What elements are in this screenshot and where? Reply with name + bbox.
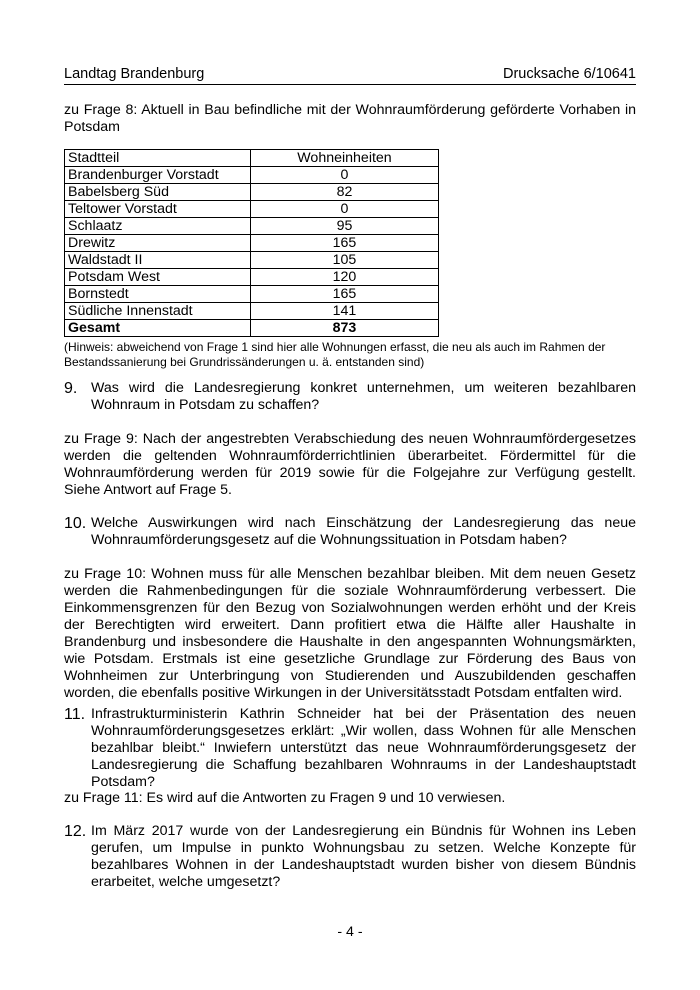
units-cell: 165 xyxy=(251,235,439,252)
district-cell: Bornstedt xyxy=(65,286,251,303)
units-cell: 82 xyxy=(251,184,439,201)
table-row xyxy=(65,184,439,201)
units-cell: 165 xyxy=(251,286,439,303)
table-row xyxy=(65,303,439,320)
page-number: - 4 - xyxy=(337,924,363,940)
table-row xyxy=(65,286,439,303)
answer-text: zu Frage 11: Es wird auf die Antworten zu Fragen 9 und 10 verwiesen. xyxy=(64,790,506,806)
question-number: 9. xyxy=(64,380,78,397)
question-text: Im März 2017 wurde von der Landesregierung ein Bündnis für Wohnen ins Leben gerufen, um Impulse in punkto Wohnungsbau zu setzen. Welche Konzepte für bezahlbares Wohnen in der Landeshauptstadt wurden bisher von diesem Bündnis erarbeitet, welche umgesetzt? xyxy=(91,823,636,890)
answer-9 xyxy=(64,431,636,499)
district-cell: Waldstadt II xyxy=(65,252,251,269)
answer-text: zu Frage 10: Wohnen muss für alle Menschen bezahlbar bleiben. Mit dem neuen Gesetz werden die Rahmenbedingungen für die soziale Wohnraumförderung verbessert. Die Einkommensgrenzen für den Bezug von Sozialwohnungen werden erhöht und der Kreis der Berechtigten wird erweitert. Dann profitiert etwa die Hälfte aller Haushalte in Brandenburg und insbesondere die Haushalte in den angespannten Wohnungsmärkten, wie Potsdam. Erstmals ist eine gesetzliche Grundlage zur Förderung des Baus von Wohnheimen zur Unterbringung von Studierenden und Auszubildenden geschaffen worden, die ebenfalls positive Wirkungen in der Universitätsstadt Potsdam entfalten wird. xyxy=(64,566,636,701)
units-cell: 0 xyxy=(251,201,439,218)
table-total-row xyxy=(65,320,439,337)
table-row xyxy=(65,201,439,218)
question-11 xyxy=(64,706,636,791)
intro-text-block xyxy=(64,102,636,136)
table-header-row xyxy=(65,150,439,167)
answer-8-intro: zu Frage 8: Aktuell in Bau befindliche mit der Wohnraumförderung geförderte Vorhaben in Potsdam xyxy=(64,102,636,135)
question-number: 11. xyxy=(64,706,86,723)
district-cell: Potsdam West xyxy=(65,269,251,286)
answer-11 xyxy=(64,790,636,807)
answer-text: zu Frage 9: Nach der angestrebten Verabschiedung des neuen Wohnraumfördergesetzes werden die geltenden Wohnraumförderrichtlinien überarbeitet. Fördermittel für die Wohnraumförderung werden für 2019 sowie für die Folgejahre zur Verfügung gestellt. Siehe Antwort auf Frage 5. xyxy=(64,431,636,498)
table-row xyxy=(65,252,439,269)
units-cell: 120 xyxy=(251,269,439,286)
total-value-cell: 873 xyxy=(251,320,439,337)
question-12 xyxy=(64,823,636,891)
question-number: 12. xyxy=(64,823,87,840)
district-cell: Drewitz xyxy=(65,235,251,252)
question-text: Infrastrukturministerin Kathrin Schneider hat bei der Präsentation des neuen Wohnraumförderungsgesetzes erklärt: „Wir wollen, dass Wohnen für alle Menschen bezahlbar bleibt.“ Inwiefern unterstützt das neue Wohnraumförderungsgesetz der Landesregierung die Schaffung bezahlbaren Wohnraums in der Landeshauptstadt Potsdam? xyxy=(91,706,636,790)
total-label-cell: Gesamt xyxy=(65,320,251,337)
column-header-district: Stadtteil xyxy=(65,150,251,167)
table-row xyxy=(65,167,439,184)
units-cell: 0 xyxy=(251,167,439,184)
header-parliament: Landtag Brandenburg xyxy=(64,66,205,82)
district-cell: Brandenburger Vorstadt xyxy=(65,167,251,184)
column-header-units: Wohneinheiten xyxy=(251,150,439,167)
table-row xyxy=(65,218,439,235)
question-10 xyxy=(64,515,636,549)
table-row xyxy=(65,269,439,286)
district-cell: Babelsberg Süd xyxy=(65,184,251,201)
table-row xyxy=(65,235,439,252)
district-cell: Schlaatz xyxy=(65,218,251,235)
question-number: 10. xyxy=(64,515,87,532)
question-9 xyxy=(64,380,636,414)
question-text: Welche Auswirkungen wird nach Einschätzung der Landesregierung das neue Wohnraumförderungsgesetz auf die Wohnungssituation in Potsdam haben? xyxy=(91,515,636,548)
header-document-number: Drucksache 6/10641 xyxy=(503,66,636,82)
district-cell: Südliche Innenstadt xyxy=(65,303,251,320)
units-cell: 95 xyxy=(251,218,439,235)
answer-10 xyxy=(64,566,636,702)
page-header xyxy=(64,64,636,85)
question-text: Was wird die Landesregierung konkret unternehmen, um weiteren bezahlbaren Wohnraum in Potsdam zu schaffen? xyxy=(91,380,636,413)
units-cell: 105 xyxy=(251,252,439,269)
units-cell: 141 xyxy=(251,303,439,320)
district-cell: Teltower Vorstadt xyxy=(65,201,251,218)
housing-units-table xyxy=(64,149,439,337)
table-note: (Hinweis: abweichend von Frage 1 sind hier alle Wohnungen erfasst, die neu als auch im Rahmen der Bestandssanierung bei Grundrissänderungen u. ä. entstanden sind) xyxy=(64,340,606,369)
